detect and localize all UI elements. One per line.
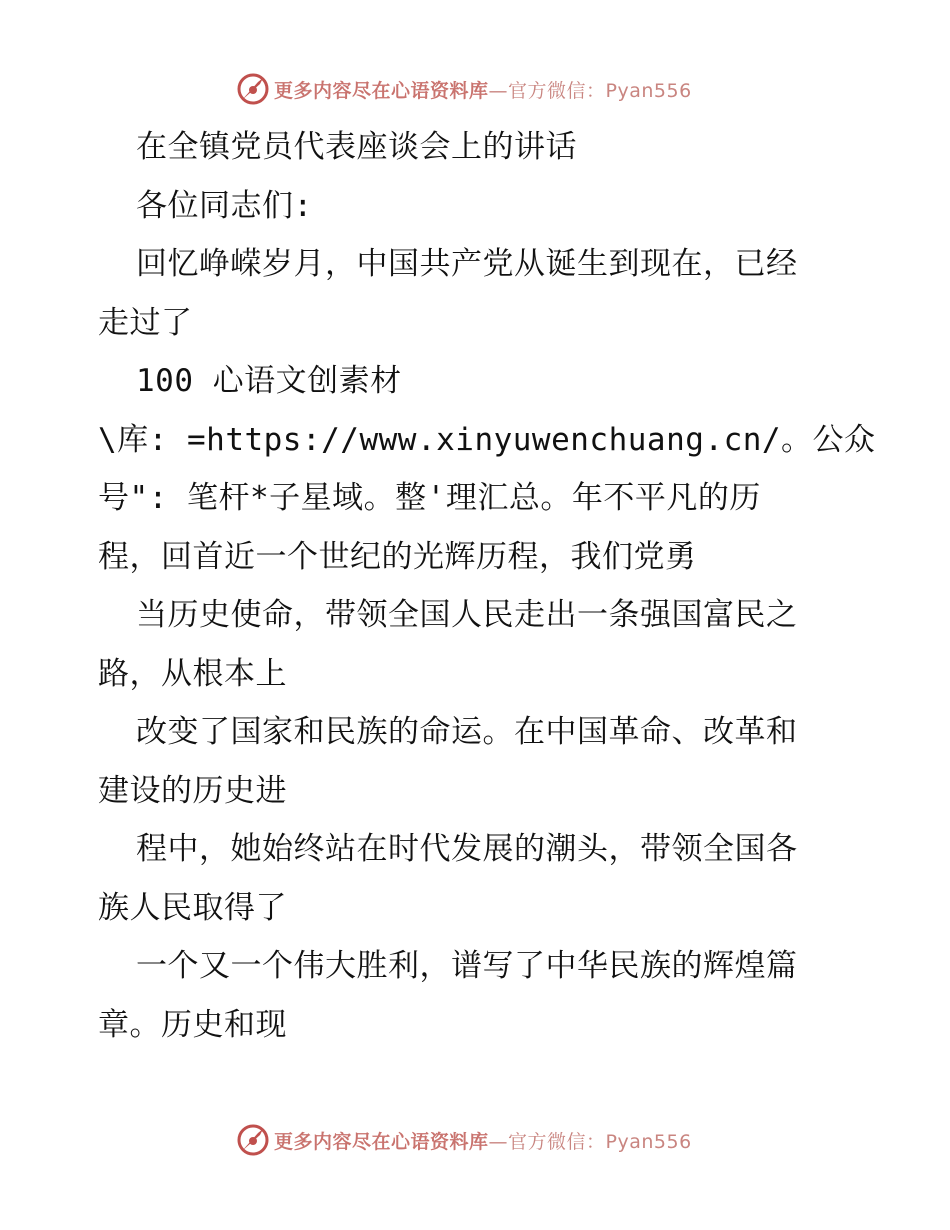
doc-line: 走过了 <box>98 304 193 341</box>
doc-line: 程中，她始终站在时代发展的潮头，带领全国各 <box>136 831 798 867</box>
brand-logo-icon <box>236 72 270 106</box>
doc-line: \库: =https://www.xinyuwenchuang.cn/。公众 <box>98 421 876 458</box>
document-body <box>98 118 876 1054</box>
doc-line: 号": 笔杆*子星域。整'理汇总。年不平凡的历 <box>98 480 761 516</box>
doc-line: 当历史使命，带领全国人民走出一条强国富民之 <box>136 597 798 633</box>
doc-title: 在全镇党员代表座谈会上的讲话 <box>136 129 577 165</box>
footer-watermark <box>236 1122 716 1158</box>
watermark-text: 更多内容尽在心语资料库—官方微信：Pyan556 <box>274 79 692 102</box>
doc-line: 程，回首近一个世纪的光辉历程，我们党勇 <box>98 538 697 575</box>
doc-line: 改变了国家和民族的命运。在中国革命、改革和 <box>136 714 798 750</box>
doc-line: 族人民取得了 <box>98 889 287 926</box>
doc-line: 100 心语文创素材 <box>136 363 402 399</box>
watermark-text: 更多内容尽在心语资料库—官方微信：Pyan556 <box>274 1130 692 1153</box>
doc-line: 路，从根本上 <box>98 655 287 692</box>
doc-line: 各位同志们: <box>136 187 313 224</box>
doc-line: 回忆峥嵘岁月，中国共产党从诞生到现在，已经 <box>136 246 798 282</box>
doc-line: 一个又一个伟大胜利，谱写了中华民族的辉煌篇 <box>136 948 798 984</box>
doc-line: 章。历史和现 <box>98 1006 287 1043</box>
brand-logo-icon <box>236 1123 270 1157</box>
header-watermark <box>236 71 716 107</box>
doc-line: 建设的历史进 <box>98 772 287 809</box>
